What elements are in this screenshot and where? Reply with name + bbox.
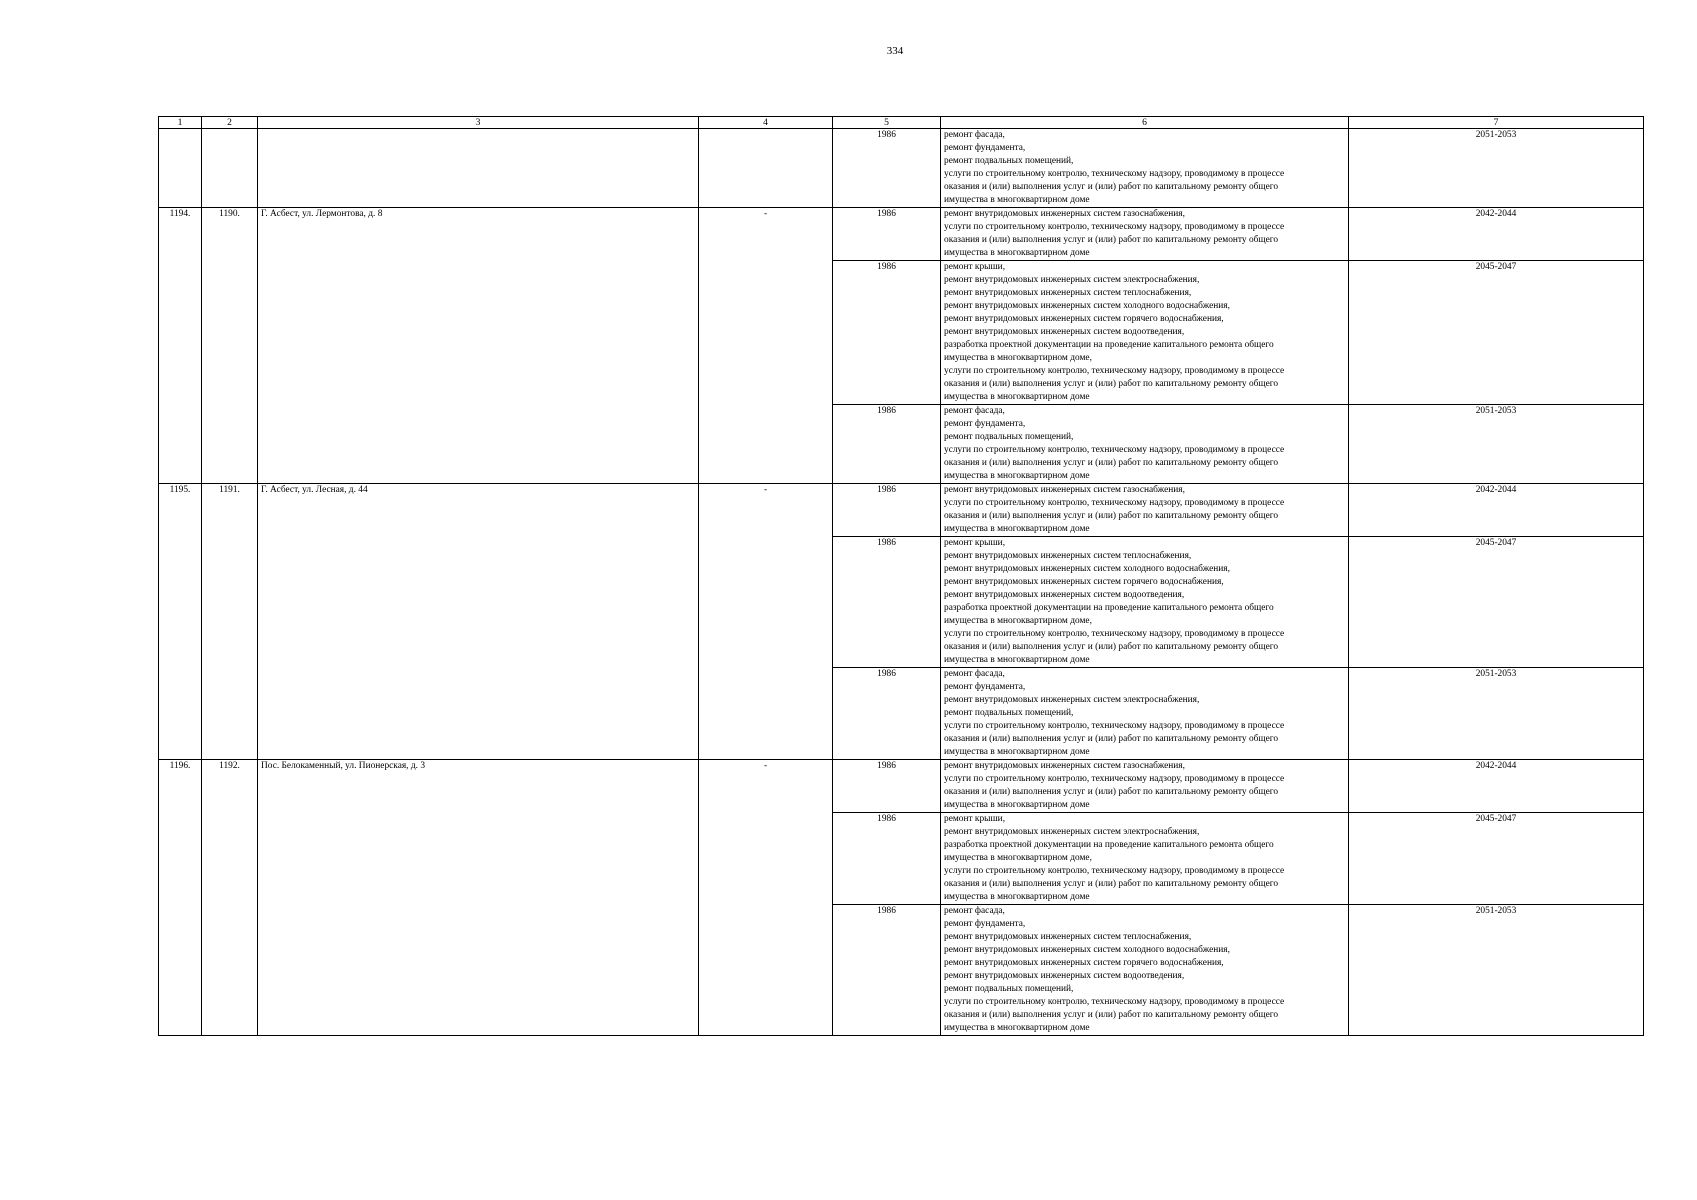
work-line: услуги по строительному контролю, техническому надзору, проводимому в процессе xyxy=(944,866,1285,876)
work-line: имущества в многоквартирном доме xyxy=(944,892,1090,902)
work-line: имущества в многоквартирном доме, xyxy=(944,353,1092,363)
work-line: услуги по строительному контролю, техническому надзору, проводимому в процессе xyxy=(944,629,1285,639)
work-line: оказания и (или) выполнения услуг и (или) работ по капитальному ремонту общего xyxy=(944,379,1279,389)
year-cell: 1986 xyxy=(833,668,941,760)
house-number-cell: 1191. xyxy=(202,484,258,760)
header-cell: 4 xyxy=(699,117,833,129)
period-cell: 2042-2044 xyxy=(1349,208,1644,261)
work-line: оказания и (или) выполнения услуг и (или) работ по капитальному ремонту общего xyxy=(944,511,1279,521)
year-cell: 1986 xyxy=(833,261,941,405)
period-cell: 2042-2044 xyxy=(1349,760,1644,813)
work-line: ремонт фасада, xyxy=(944,406,1005,416)
work-line: услуги по строительному контролю, техническому надзору, проводимому в процессе xyxy=(944,721,1285,731)
work-line: ремонт внутридомовых инженерных систем теплоснабжения, xyxy=(944,288,1192,298)
work-line: ремонт внутридомовых инженерных систем холодного водоснабжения, xyxy=(944,564,1230,574)
work-line: услуги по строительному контролю, техническому надзору, проводимому в процессе xyxy=(944,169,1285,179)
work-line: разработка проектной документации на проведение капитального ремонта общего xyxy=(944,840,1274,850)
works-cell xyxy=(941,129,1349,208)
work-line: ремонт внутридомовых инженерных систем холодного водоснабжения, xyxy=(944,301,1230,311)
page-number: 334 xyxy=(886,45,904,57)
work-line: имущества в многоквартирном доме xyxy=(944,471,1090,481)
work-line: ремонт внутридомовых инженерных систем газоснабжения, xyxy=(944,761,1185,771)
work-line: имущества в многоквартирном доме xyxy=(944,1023,1090,1033)
year-cell: 1986 xyxy=(833,129,941,208)
header-cell: 6 xyxy=(941,117,1349,129)
row-number-cell: 1194. xyxy=(159,208,202,484)
work-line: ремонт внутридомовых инженерных систем водоотведения, xyxy=(944,327,1185,337)
table-body xyxy=(159,117,1644,1036)
work-line: ремонт внутридомовых инженерных систем горячего водоснабжения, xyxy=(944,958,1224,968)
work-line: ремонт фасада, xyxy=(944,669,1005,679)
empty-cell xyxy=(202,129,258,208)
work-line: ремонт подвальных помещений, xyxy=(944,708,1074,718)
work-line: имущества в многоквартирном доме xyxy=(944,524,1090,534)
row-number-cell: 1196. xyxy=(159,760,202,1036)
period-cell: 2051-2053 xyxy=(1349,129,1644,208)
work-line: имущества в многоквартирном доме xyxy=(944,655,1090,665)
work-line: оказания и (или) выполнения услуг и (или) работ по капитальному ремонту общего xyxy=(944,458,1279,468)
work-line: ремонт подвальных помещений, xyxy=(944,984,1074,994)
address-cell: Г. Асбест, ул. Лесная, д. 44 xyxy=(258,484,699,760)
col4-cell: - xyxy=(699,208,833,484)
works-cell xyxy=(941,405,1349,484)
continuation-row xyxy=(159,129,1644,208)
col4-cell: - xyxy=(699,760,833,1036)
work-line: ремонт фундамента, xyxy=(944,419,1026,429)
works-cell xyxy=(941,813,1349,905)
header-cell: 3 xyxy=(258,117,699,129)
repair-plan-table xyxy=(158,116,1644,1036)
house-number-cell: 1192. xyxy=(202,760,258,1036)
address-cell: Г. Асбест, ул. Лермонтова, д. 8 xyxy=(258,208,699,484)
period-cell: 2051-2053 xyxy=(1349,905,1644,1036)
work-line: ремонт внутридомовых инженерных систем водоотведения, xyxy=(944,590,1185,600)
work-line: ремонт фасада, xyxy=(944,906,1005,916)
period-cell: 2045-2047 xyxy=(1349,813,1644,905)
work-line: оказания и (или) выполнения услуг и (или) работ по капитальному ремонту общего xyxy=(944,879,1279,889)
work-line: имущества в многоквартирном доме xyxy=(944,800,1090,810)
work-line: услуги по строительному контролю, техническому надзору, проводимому в процессе xyxy=(944,774,1285,784)
year-cell: 1986 xyxy=(833,813,941,905)
work-line: ремонт внутридомовых инженерных систем электроснабжения, xyxy=(944,275,1200,285)
work-line: оказания и (или) выполнения услуг и (или) работ по капитальному ремонту общего xyxy=(944,1010,1279,1020)
work-line: ремонт внутридомовых инженерных систем горячего водоснабжения, xyxy=(944,314,1224,324)
work-line: ремонт фундамента, xyxy=(944,919,1026,929)
period-cell: 2042-2044 xyxy=(1349,484,1644,537)
works-cell xyxy=(941,484,1349,537)
works-cell xyxy=(941,905,1349,1036)
work-line: ремонт фундамента, xyxy=(944,143,1026,153)
house-number-cell: 1190. xyxy=(202,208,258,484)
work-line: ремонт крыши, xyxy=(944,814,1006,824)
work-line: ремонт крыши, xyxy=(944,538,1006,548)
work-line: оказания и (или) выполнения услуг и (или) работ по капитальному ремонту общего xyxy=(944,235,1279,245)
work-line: оказания и (или) выполнения услуг и (или) работ по капитальному ремонту общего xyxy=(944,182,1279,192)
period-cell: 2051-2053 xyxy=(1349,668,1644,760)
works-cell xyxy=(941,208,1349,261)
works-cell xyxy=(941,760,1349,813)
work-line: оказания и (или) выполнения услуг и (или) работ по капитальному ремонту общего xyxy=(944,642,1279,652)
work-line: услуги по строительному контролю, техническому надзору, проводимому в процессе xyxy=(944,997,1285,1007)
empty-cell xyxy=(159,129,202,208)
work-line: ремонт внутридомовых инженерных систем холодного водоснабжения, xyxy=(944,945,1230,955)
building-row xyxy=(159,760,1644,813)
row-number-cell: 1195. xyxy=(159,484,202,760)
year-cell: 1986 xyxy=(833,537,941,668)
work-line: ремонт внутридомовых инженерных систем водоотведения, xyxy=(944,971,1185,981)
year-cell: 1986 xyxy=(833,760,941,813)
period-cell: 2045-2047 xyxy=(1349,537,1644,668)
work-line: услуги по строительному контролю, техническому надзору, проводимому в процессе xyxy=(944,222,1285,232)
works-cell xyxy=(941,261,1349,405)
col4-cell: - xyxy=(699,484,833,760)
header-cell: 5 xyxy=(833,117,941,129)
work-line: разработка проектной документации на проведение капитального ремонта общего xyxy=(944,340,1274,350)
work-line: имущества в многоквартирном доме xyxy=(944,248,1090,258)
work-line: ремонт внутридомовых инженерных систем электроснабжения, xyxy=(944,695,1200,705)
building-row xyxy=(159,484,1644,537)
header-cell: 2 xyxy=(202,117,258,129)
work-line: ремонт подвальных помещений, xyxy=(944,156,1074,166)
works-cell xyxy=(941,668,1349,760)
empty-cell xyxy=(258,129,699,208)
work-line: оказания и (или) выполнения услуг и (или) работ по капитальному ремонту общего xyxy=(944,734,1279,744)
building-row xyxy=(159,208,1644,261)
empty-cell xyxy=(699,129,833,208)
header-cell: 1 xyxy=(159,117,202,129)
work-line: услуги по строительному контролю, техническому надзору, проводимому в процессе xyxy=(944,498,1285,508)
year-cell: 1986 xyxy=(833,905,941,1036)
work-line: ремонт фасада, xyxy=(944,130,1005,140)
year-cell: 1986 xyxy=(833,208,941,261)
year-cell: 1986 xyxy=(833,405,941,484)
work-line: имущества в многоквартирном доме xyxy=(944,392,1090,402)
year-cell: 1986 xyxy=(833,484,941,537)
work-line: ремонт внутридомовых инженерных систем газоснабжения, xyxy=(944,209,1185,219)
work-line: ремонт подвальных помещений, xyxy=(944,432,1074,442)
work-line: услуги по строительному контролю, техническому надзору, проводимому в процессе xyxy=(944,366,1285,376)
work-line: имущества в многоквартирном доме, xyxy=(944,616,1092,626)
work-line: разработка проектной документации на проведение капитального ремонта общего xyxy=(944,603,1274,613)
work-line: ремонт внутридомовых инженерных систем горячего водоснабжения, xyxy=(944,577,1224,587)
work-line: имущества в многоквартирном доме, xyxy=(944,853,1092,863)
works-cell xyxy=(941,537,1349,668)
header-cell: 7 xyxy=(1349,117,1644,129)
work-line: ремонт фундамента, xyxy=(944,682,1026,692)
work-line: оказания и (или) выполнения услуг и (или) работ по капитальному ремонту общего xyxy=(944,787,1279,797)
work-line: ремонт внутридомовых инженерных систем электроснабжения, xyxy=(944,827,1200,837)
address-cell: Пос. Белокаменный, ул. Пионерская, д. 3 xyxy=(258,760,699,1036)
header-row xyxy=(159,117,1644,129)
work-line: имущества в многоквартирном доме xyxy=(944,747,1090,757)
work-line: ремонт крыши, xyxy=(944,262,1006,272)
work-line: имущества в многоквартирном доме xyxy=(944,195,1090,205)
work-line: услуги по строительному контролю, техническому надзору, проводимому в процессе xyxy=(944,445,1285,455)
work-line: ремонт внутридомовых инженерных систем газоснабжения, xyxy=(944,485,1185,495)
period-cell: 2051-2053 xyxy=(1349,405,1644,484)
work-line: ремонт внутридомовых инженерных систем теплоснабжения, xyxy=(944,551,1192,561)
work-line: ремонт внутридомовых инженерных систем теплоснабжения, xyxy=(944,932,1192,942)
period-cell: 2045-2047 xyxy=(1349,261,1644,405)
